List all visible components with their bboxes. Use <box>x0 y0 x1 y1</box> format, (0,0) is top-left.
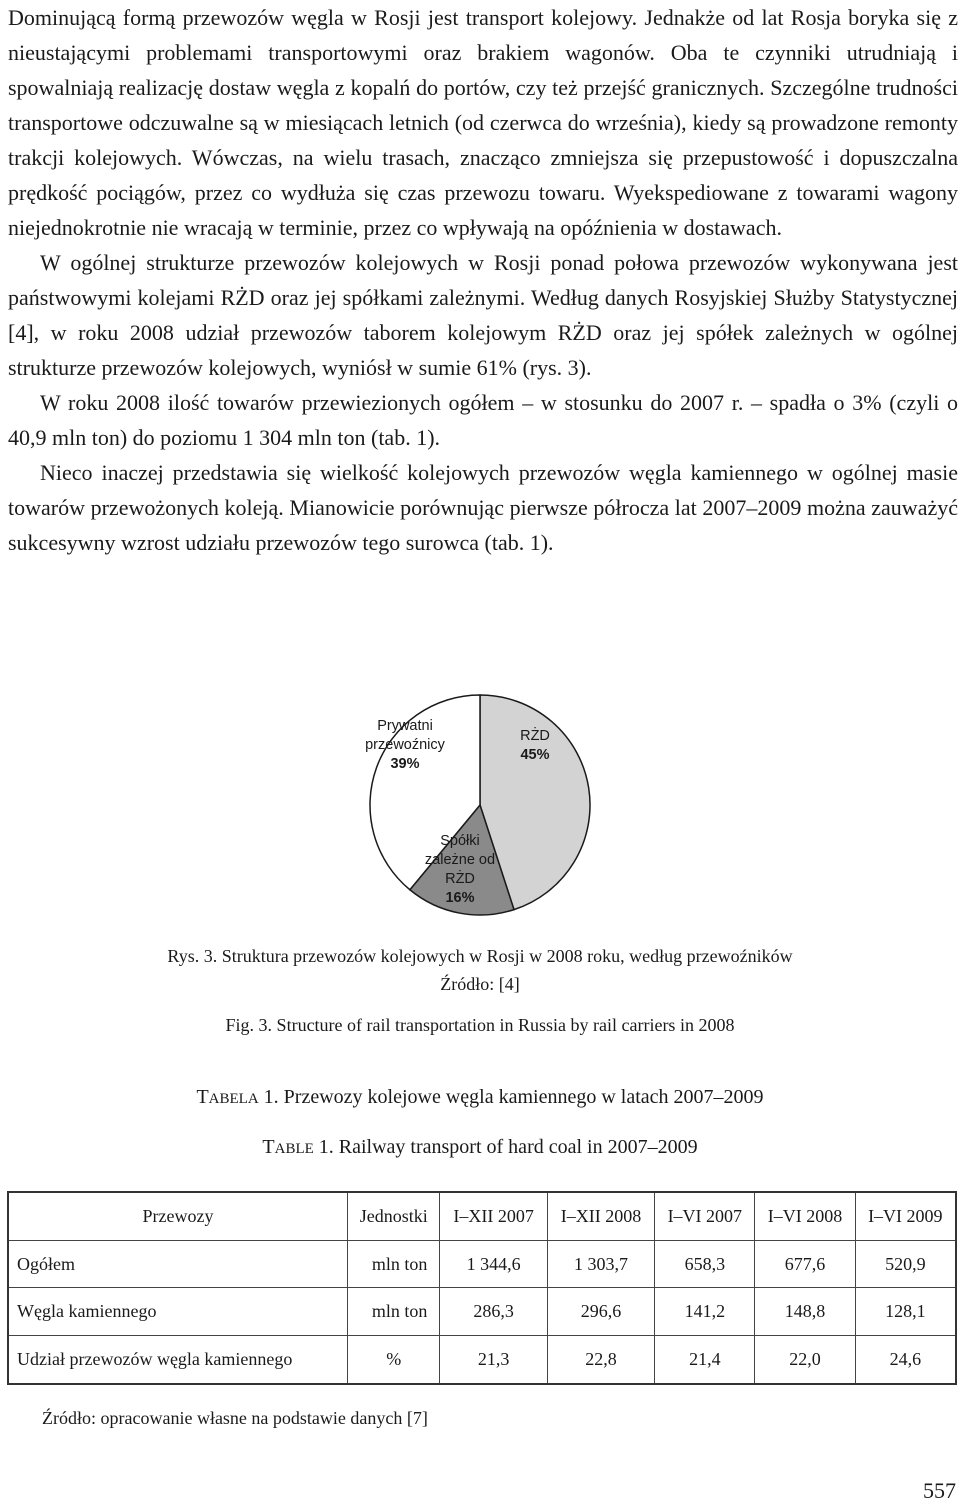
table-cell: % <box>348 1335 440 1384</box>
table-header-cell: I–VI 2008 <box>755 1192 855 1241</box>
table-cell: mln ton <box>348 1288 440 1335</box>
pie-chart-svg <box>330 660 630 940</box>
table-cell: 520,9 <box>855 1241 956 1288</box>
figure-source: Źródło: [4] <box>440 974 520 994</box>
pie-slice-label: przewoźnicy <box>365 737 445 753</box>
table-cell: Ogółem <box>8 1241 348 1288</box>
pie-value-label: 45% <box>520 747 550 763</box>
table-cell: 1 303,7 <box>547 1241 654 1288</box>
pie-slice-label: Spółki <box>440 833 480 849</box>
table-header-cell: I–VI 2007 <box>655 1192 755 1241</box>
table-cell: 1 344,6 <box>440 1241 547 1288</box>
table-row <box>8 1335 956 1384</box>
pie-slice-label: Prywatni <box>377 718 433 734</box>
table-header-row <box>8 1192 956 1241</box>
table-cell: 148,8 <box>755 1288 855 1335</box>
table-cell: 296,6 <box>547 1288 654 1335</box>
table-row <box>8 1241 956 1288</box>
table-cell: Węgla kamiennego <box>8 1288 348 1335</box>
table-cell: 141,2 <box>655 1288 755 1335</box>
figure-caption-en: Fig. 3. Structure of rail transportation in Russia by rail carriers in 2008 <box>225 1015 735 1035</box>
paragraph: W roku 2008 ilość towarów przewiezionych ogółem – w stosunku do 2007 r. – spadła o 3% (czyli o 40,9 mln ton) do poziomu 1 304 mln ton (tab. 1). <box>8 390 958 450</box>
table-title-en: TABLE 1. Railway transport of hard coal in 2007–2009 <box>262 1136 698 1158</box>
table-source: Źródło: opracowanie własne na podstawie danych [7] <box>42 1408 428 1428</box>
pie-slice-label: zależne od <box>424 852 496 868</box>
table-cell: 21,3 <box>440 1335 547 1384</box>
table-cell: 24,6 <box>855 1335 956 1384</box>
data-table <box>7 1191 957 1385</box>
figure-caption-pl: Rys. 3. Struktura przewozów kolejowych w Rosji w 2008 roku, według przewoźników <box>167 946 793 966</box>
table-cell: 128,1 <box>855 1288 956 1335</box>
table-header-cell: Przewozy <box>8 1192 348 1241</box>
body-text <box>8 0 958 560</box>
table-row <box>8 1288 956 1335</box>
table-cell: 677,6 <box>755 1241 855 1288</box>
table-cell: 21,4 <box>655 1335 755 1384</box>
pie-slice-label: RŻD <box>520 728 550 744</box>
table-cell: 286,3 <box>440 1288 547 1335</box>
table-title-pl: TABELA 1. Przewozy kolejowe węgla kamiennego w latach 2007–2009 <box>196 1086 764 1108</box>
table-header-cell: I–XII 2007 <box>440 1192 547 1241</box>
paragraph: Dominującą formą przewozów węgla w Rosji jest transport kolejowy. Jednakże od lat Rosja boryka się z nieustającymi problemami transportowymi oraz brakiem wagonów. Oba te czynniki utrudniają i spowalniają realizację dostaw węgla z kopalń do portów, czy też przejść granicznych. Szczególne trudności transportowe odczuwalne są w miesiącach letnich (od czerwca do września), kiedy są prowadzone remonty trakcji kolejowych. Wówczas, na wielu trasach, znacząco zmniejsza się przepustowość i dopuszczalna prędkość pociągów, przez co wydłuża się czas przewozu towaru. Wyekspediowane z towarami wagony niejednokrotnie nie wracają w terminie, przez co wpływają na opóźnienia w dostawach. <box>8 5 958 240</box>
pie-value-label: 39% <box>390 756 420 772</box>
page-number: 557 <box>923 1478 956 1503</box>
table-cell: mln ton <box>348 1241 440 1288</box>
table-cell: Udział przewozów węgla kamiennego <box>8 1335 348 1384</box>
table-cell: 22,0 <box>755 1335 855 1384</box>
table-cell: 658,3 <box>655 1241 755 1288</box>
pie-value-label: 16% <box>445 890 475 906</box>
table-header-cell: I–XII 2008 <box>547 1192 654 1241</box>
paragraph: Nieco inaczej przedstawia się wielkość kolejowych przewozów węgla kamiennego w ogólnej masie towarów przewożonych koleją. Mianowicie porównując pierwsze półrocza lat 2007–2009 można zauważyć sukcesywny wzrost udziału przewozów tego surowca (tab. 1). <box>8 460 958 555</box>
pie-chart <box>330 660 630 940</box>
table-header-cell: Jednostki <box>348 1192 440 1241</box>
paragraph: W ogólnej strukturze przewozów kolejowych w Rosji ponad połowa przewozów wykonywana jest państwowymi kolejami RŻD oraz jej spółkami zależnymi. Według danych Rosyjskiej Służby Statystycznej [4], w roku 2008 udział przewozów taborem kolejowym RŻD oraz jej spółek zależnych w ogólnej strukturze przewozów kolejowych, wyniósł w sumie 61% (rys. 3). <box>8 250 958 380</box>
table-cell: 22,8 <box>547 1335 654 1384</box>
table-header-cell: I–VI 2009 <box>855 1192 956 1241</box>
pie-slice-label: RŻD <box>445 871 475 887</box>
